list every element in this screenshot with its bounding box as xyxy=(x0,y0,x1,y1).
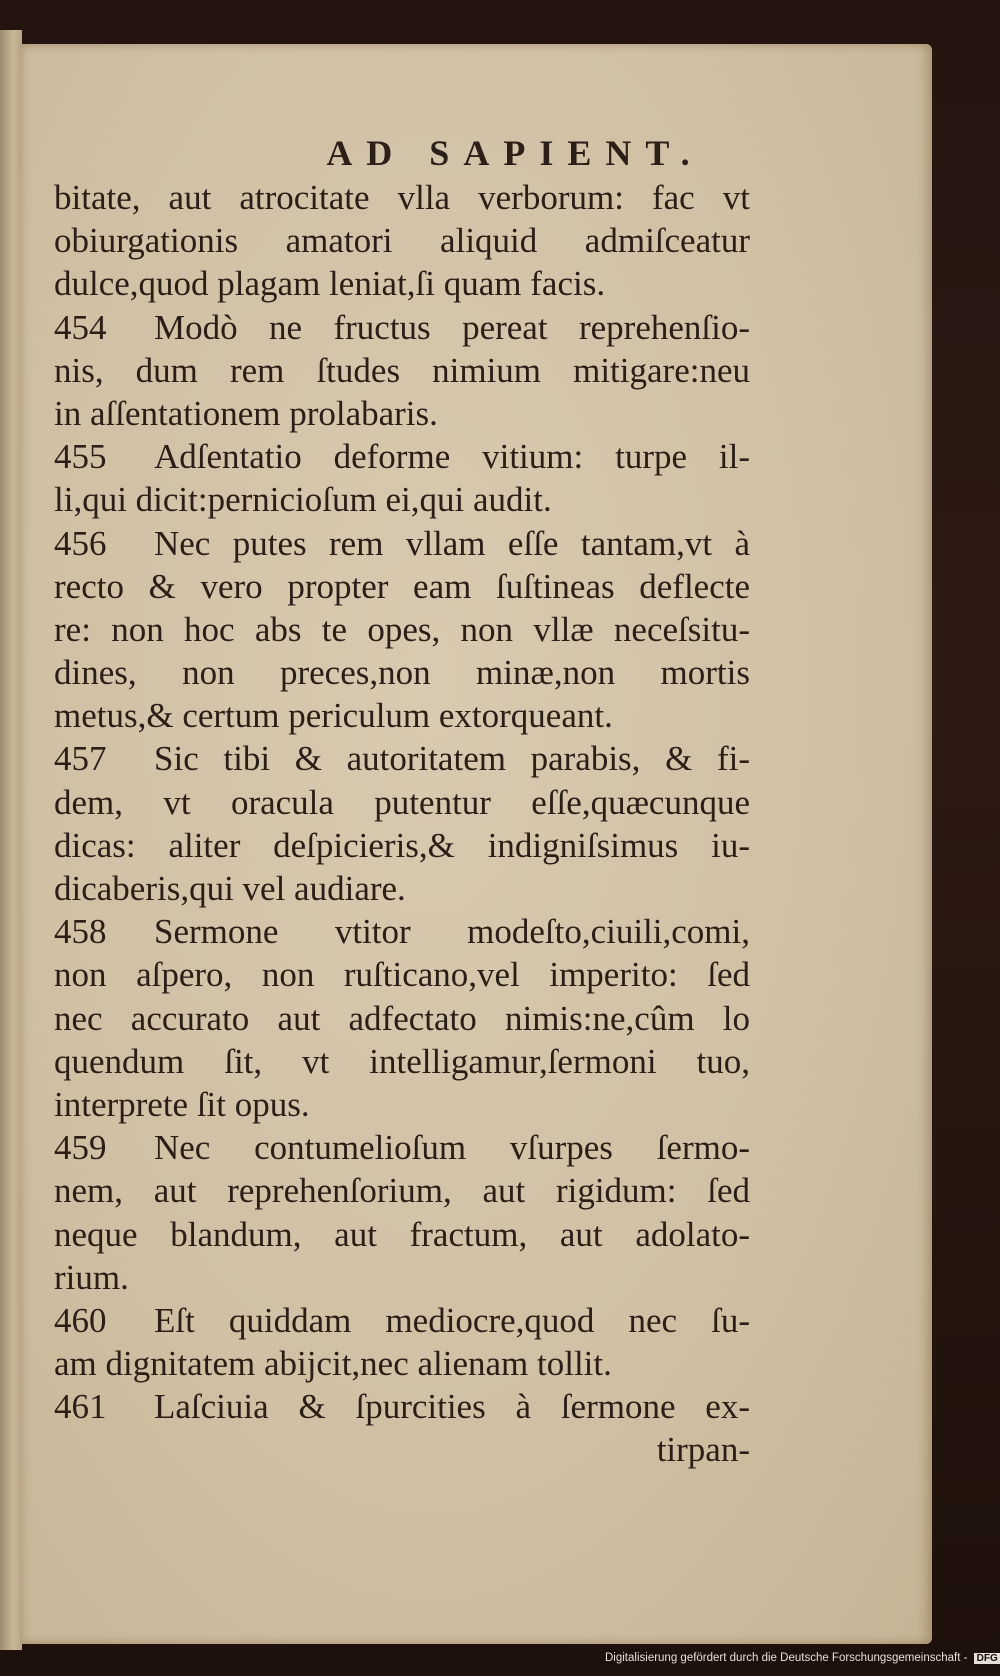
paragraph-start-line xyxy=(54,910,750,953)
dfg-logo: DFG xyxy=(974,1653,1000,1664)
line-text: re: non hoc abs te opes, non vllæ neceſsitu- xyxy=(54,609,750,649)
line-text: nem, aut reprehenſorium, aut rigidum: ſed xyxy=(54,1171,750,1211)
line-text: dines, non preces,non minæ,non mortis xyxy=(54,653,750,693)
line-text: dem, vt oracula putentur eſſe,quæcunque xyxy=(54,782,750,822)
line-text: Laſciuia & ſpurcities à ſermone ex- xyxy=(154,1387,750,1427)
line-text: rium. xyxy=(54,1257,129,1297)
paragraph-start-line xyxy=(54,737,750,780)
text-line xyxy=(54,262,750,305)
line-text: non aſpero, non ruſticano,vel imperito: ſed xyxy=(54,955,750,995)
paragraph-number: 457 xyxy=(54,739,107,779)
text-line xyxy=(54,867,750,910)
paragraph-number: 454 xyxy=(54,307,107,347)
text-line xyxy=(54,694,750,737)
line-text: obiurgationis amatori aliquid admiſceatur xyxy=(54,221,750,261)
paragraph-number: 458 xyxy=(54,912,107,952)
line-text: Modò ne fructus pereat reprehenſio- xyxy=(154,307,750,347)
text-line xyxy=(54,219,750,262)
text-line xyxy=(54,781,750,824)
paragraph-number: 455 xyxy=(54,437,107,477)
page-text xyxy=(54,176,750,1472)
line-text: li,qui dicit:pernicioſum ei,qui audit. xyxy=(54,480,552,520)
line-text: Nec putes rem vllam eſſe tantam,vt à xyxy=(154,523,750,563)
line-text: Sic tibi & autoritatem parabis, & fi- xyxy=(154,739,750,779)
text-line xyxy=(54,176,750,219)
paragraph-start-line xyxy=(54,1299,750,1342)
text-line xyxy=(54,1169,750,1212)
text-line xyxy=(54,478,750,521)
line-text: dicas: aliter deſpicieris,& indigniſsimus iu- xyxy=(54,825,750,865)
text-line xyxy=(54,1342,750,1385)
line-text: metus,& certum periculum extorqueant. xyxy=(54,696,613,736)
line-text: Eſt quiddam mediocre,quod nec ſu- xyxy=(154,1300,750,1340)
line-text: Sermone vtitor modeſto,ciuili,comi, xyxy=(154,912,750,952)
paragraph-start-line xyxy=(54,1126,750,1169)
digitization-credit xyxy=(605,1652,1000,1664)
line-text: bitate, aut atrocitate vlla verborum: fac vt xyxy=(54,178,750,217)
catchword-line xyxy=(54,1428,750,1471)
paragraph-start-line xyxy=(54,522,750,565)
paragraph-start-line xyxy=(54,1385,750,1428)
text-line xyxy=(54,651,750,694)
line-text: nis, dum rem ſtudes nimium mitigare:neu xyxy=(54,350,750,390)
paragraph-number: 461 xyxy=(54,1387,107,1427)
line-text: dulce,quod plagam leniat,ſi quam facis. xyxy=(54,264,606,304)
text-line xyxy=(54,824,750,867)
paragraph-start-line xyxy=(54,435,750,478)
paragraph-number: 459 xyxy=(54,1128,107,1168)
line-text: dicaberis,qui vel audiare. xyxy=(54,869,406,908)
line-text: in aſſentationem prolabaris. xyxy=(54,393,438,433)
line-text: interprete ſit opus. xyxy=(54,1084,310,1124)
paragraph-number: 460 xyxy=(54,1300,107,1340)
paragraph-start-line xyxy=(54,306,750,349)
line-text: am dignitatem abijcit,nec alienam tollit. xyxy=(54,1344,612,1384)
text-line xyxy=(54,953,750,996)
line-text: nec accurato aut adfectato nimis:ne,cûm lo xyxy=(54,998,750,1038)
line-text: tirpan- xyxy=(656,1430,750,1470)
paragraph-number: 456 xyxy=(54,523,107,563)
page-stack-edge xyxy=(0,30,22,1650)
line-text: Adſentatio deforme vitium: turpe il- xyxy=(154,437,750,477)
running-header: AD SAPIENT. xyxy=(326,133,704,173)
credit-text: Digitalisierung gefördert durch die Deutsche Forschungsgemeinschaft - xyxy=(605,1652,968,1664)
line-text: neque blandum, aut fractum, aut adolato- xyxy=(54,1214,750,1254)
text-line xyxy=(54,997,750,1040)
text-line xyxy=(54,349,750,392)
line-text: recto & vero propter eam ſuſtineas deflecte xyxy=(54,566,750,606)
text-line xyxy=(54,1083,750,1126)
text-line xyxy=(54,1213,750,1256)
text-line xyxy=(54,608,750,651)
line-text: Nec contumelioſum vſurpes ſermo- xyxy=(154,1128,750,1168)
text-line xyxy=(54,565,750,608)
text-line xyxy=(54,1040,750,1083)
text-line xyxy=(54,392,750,435)
text-line xyxy=(54,1256,750,1299)
line-text: quendum ſit, vt intelligamur,ſermoni tuo, xyxy=(54,1041,750,1081)
